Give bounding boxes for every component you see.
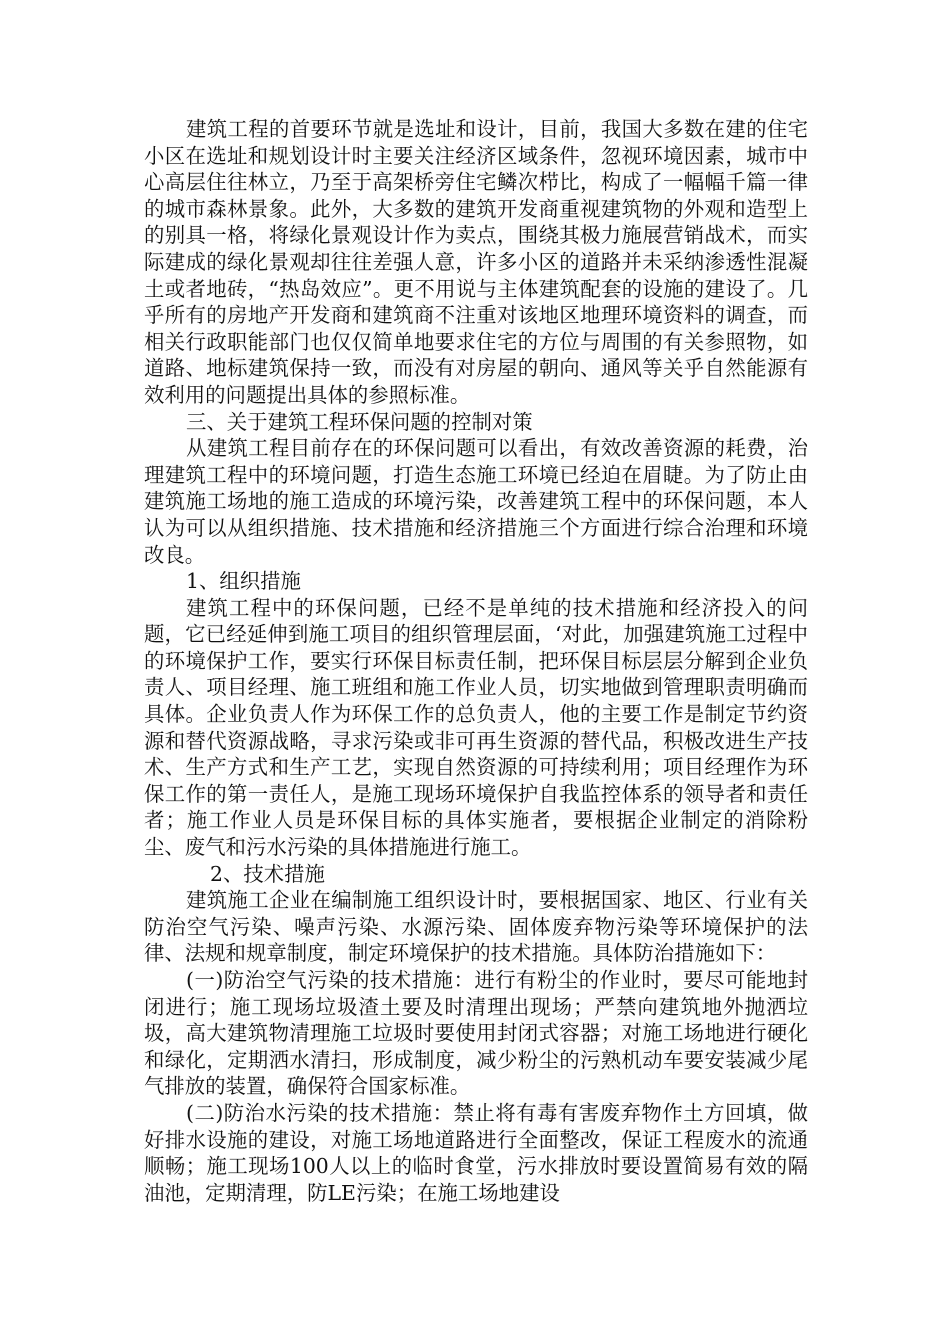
paragraph-site-selection: 建筑工程的首要环节就是选址和设计，目前，我国大多数在建的住宅小区在选址和规划设计时主要关注经济区域条件，忽视环境因素，城市中心高层住往林立，乃至于高架桥旁住宅鳞次栉比，构成了一幅幅千篇一律的城市森林景象。此外，大多数的建筑开发商重视建筑物的外观和造型上的别具一格，将绿化景观设计作为卖点，围绕其极力施展营销战术，而实际建成的绿化景观却往往差强人意，许多小区的道路并未采纳渗透性混凝土或者地砖，“热岛效应”。更不用说与主体建筑配套的设施的建设了。几乎所有的房地产开发商和建筑商不注重对该地区地理环境资料的调查，而相关行政职能部门也仅仅简单地要求住宅的方位与周围的有关参照物，如道路、地标建筑保持一致，而没有对房屋的朝向、通风等关乎自然能源有效利用的问题提出具体的参照标准。: [144, 117, 808, 407]
subheading-organizational-measures: 1、组织措施: [186, 569, 301, 594]
section-heading-control-measures: 三、关于建筑工程环保问题的控制对策: [186, 409, 533, 434]
subheading-technical-measures: 2、技术措施: [210, 861, 325, 886]
paragraph-technical-measures: 建筑施工企业在编制施工组织设计时，要根据国家、地区、行业有关防治空气污染、噪声污染、水源污染、固体废弃物污染等环境保护的法律、法规和规章制度，制定环境保护的技术措施。具体防治措施如下：: [144, 888, 808, 966]
paragraph-air-pollution: (一)防治空气污染的技术措施：进行有粉尘的作业时，要尽可能地封闭进行；施工现场垃圾渣土要及时清理出现场；严禁向建筑地外抛洒垃圾，高大建筑物清理施工垃圾时要使用封闭式容器；对施工场地进行硬化和绿化，定期洒水清扫，形成制度，减少粉尘的污熟机动车要安装减少尾气排放的装置，确保符合国家标准。: [144, 968, 808, 1099]
document-page: [144, 116, 808, 1206]
paragraph-organizational-measures: 建筑工程中的环保问题，已经不是单纯的技术措施和经济投入的问题，它已经延伸到施工项目的组织管理层面，‘对此，加强建筑施工过程中的环境保护工作，要实行环保目标责任制，把环保目标层层分解到企业负责人、项目经理、施工班组和施工作业人员，切实地做到管理职责明确而具体。企业负责人作为环保工作的总负责人，他的主要工作是制定节约资源和替代资源战略，寻求污染或非可再生资源的替代品，积极改进生产技术、生产方式和生产工艺，实现自然资源的可持续利用；项目经理作为环保工作的第一责任人，是施工现场环境保护自我监控体系的领导者和责任者；施工作业人员是环保目标的具体实施者，要根据企业制定的消除粉尘、废气和污水污染的具体措施进行施工。: [144, 595, 808, 860]
paragraph-control-intro: 从建筑工程目前存在的环保问题可以看出，有效改善资源的耗费，治理建筑工程中的环境问题，打造生态施工环境已经迫在眉睫。为了防止由建筑施工场地的施工造成的环境污染，改善建筑工程中的环保问题，本人认为可以从组织措施、技术措施和经济措施三个方面进行综合治理和环境改良。: [144, 436, 808, 567]
paragraph-water-pollution: (二)防治水污染的技术措施：禁止将有毒有害废弃物作土方回填，做好排水设施的建设，对施工场地道路进行全面整改，保证工程废水的流通顺畅；施工现场100人以上的临时食堂，污水排放时要设置简易有效的隔油池，定期清理，防LE污染；在施工场地建设: [144, 1100, 808, 1205]
